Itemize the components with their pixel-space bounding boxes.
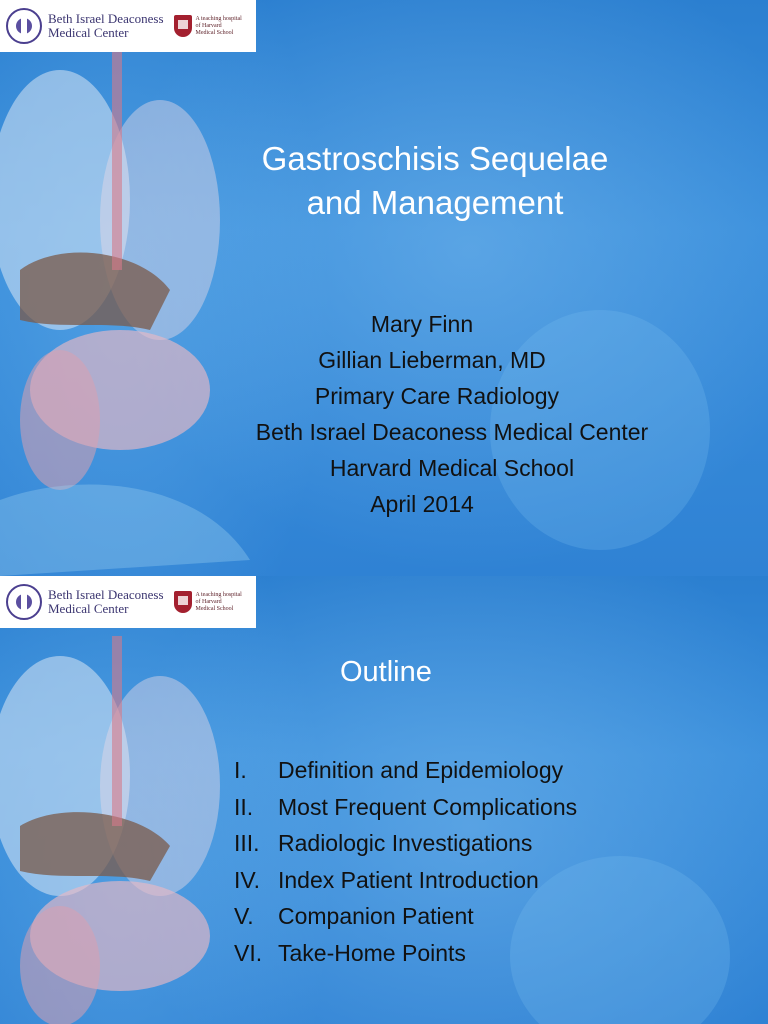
item-text: Index Patient Introduction <box>278 866 539 893</box>
item-text: Most Frequent Complications <box>278 793 578 820</box>
item-number: VI. <box>234 939 263 966</box>
harvard-shield-logo <box>174 15 192 37</box>
date: April 2014 <box>370 491 474 517</box>
title-line-1: Gastroschisis Sequelae <box>261 140 609 177</box>
title-line-2: and Management <box>306 184 564 221</box>
list-item <box>234 825 577 862</box>
bidmc-logo-text: Beth Israel Deaconess Medical Center <box>48 587 164 616</box>
harvard-logo-text: A teaching hospital of Harvard Medical School <box>195 15 242 36</box>
harvard-shield-logo <box>174 591 192 613</box>
item-text: Radiologic Investigations <box>278 830 533 856</box>
bidmc-seal-logo <box>6 584 42 620</box>
department: Primary Care Radiology <box>314 383 560 409</box>
bidmc-seal-logo <box>6 8 42 44</box>
item-number: V. <box>234 903 254 929</box>
author-block <box>212 306 692 522</box>
outline-list <box>234 752 577 971</box>
list-item <box>234 935 577 972</box>
author-name: Mary Finn <box>370 311 474 337</box>
item-number: III. <box>234 830 260 856</box>
bidmc-logo-text: Beth Israel Deaconess Medical Center <box>48 11 164 40</box>
institution: Beth Israel Deaconess Medical Center <box>255 419 649 445</box>
item-text: Definition and Epidemiology <box>278 757 564 783</box>
item-text: Companion Patient <box>278 903 474 929</box>
slide-title <box>200 137 670 225</box>
list-item <box>234 752 577 789</box>
outline-slide <box>0 576 768 1024</box>
item-number: II. <box>234 793 254 820</box>
list-item <box>234 862 577 899</box>
item-text: Take-Home Points <box>278 939 466 966</box>
logo-bar <box>0 576 256 628</box>
item-number: IV. <box>234 866 261 893</box>
item-number: I. <box>234 757 247 783</box>
harvard-logo-text: A teaching hospital of Harvard Medical School <box>195 591 242 612</box>
school: Harvard Medical School <box>329 455 575 481</box>
list-item <box>234 789 577 826</box>
logo-bar <box>0 0 256 52</box>
list-item <box>234 898 577 935</box>
advisor-name: Gillian Lieberman, MD <box>318 347 546 373</box>
outline-title: Outline <box>340 656 432 688</box>
